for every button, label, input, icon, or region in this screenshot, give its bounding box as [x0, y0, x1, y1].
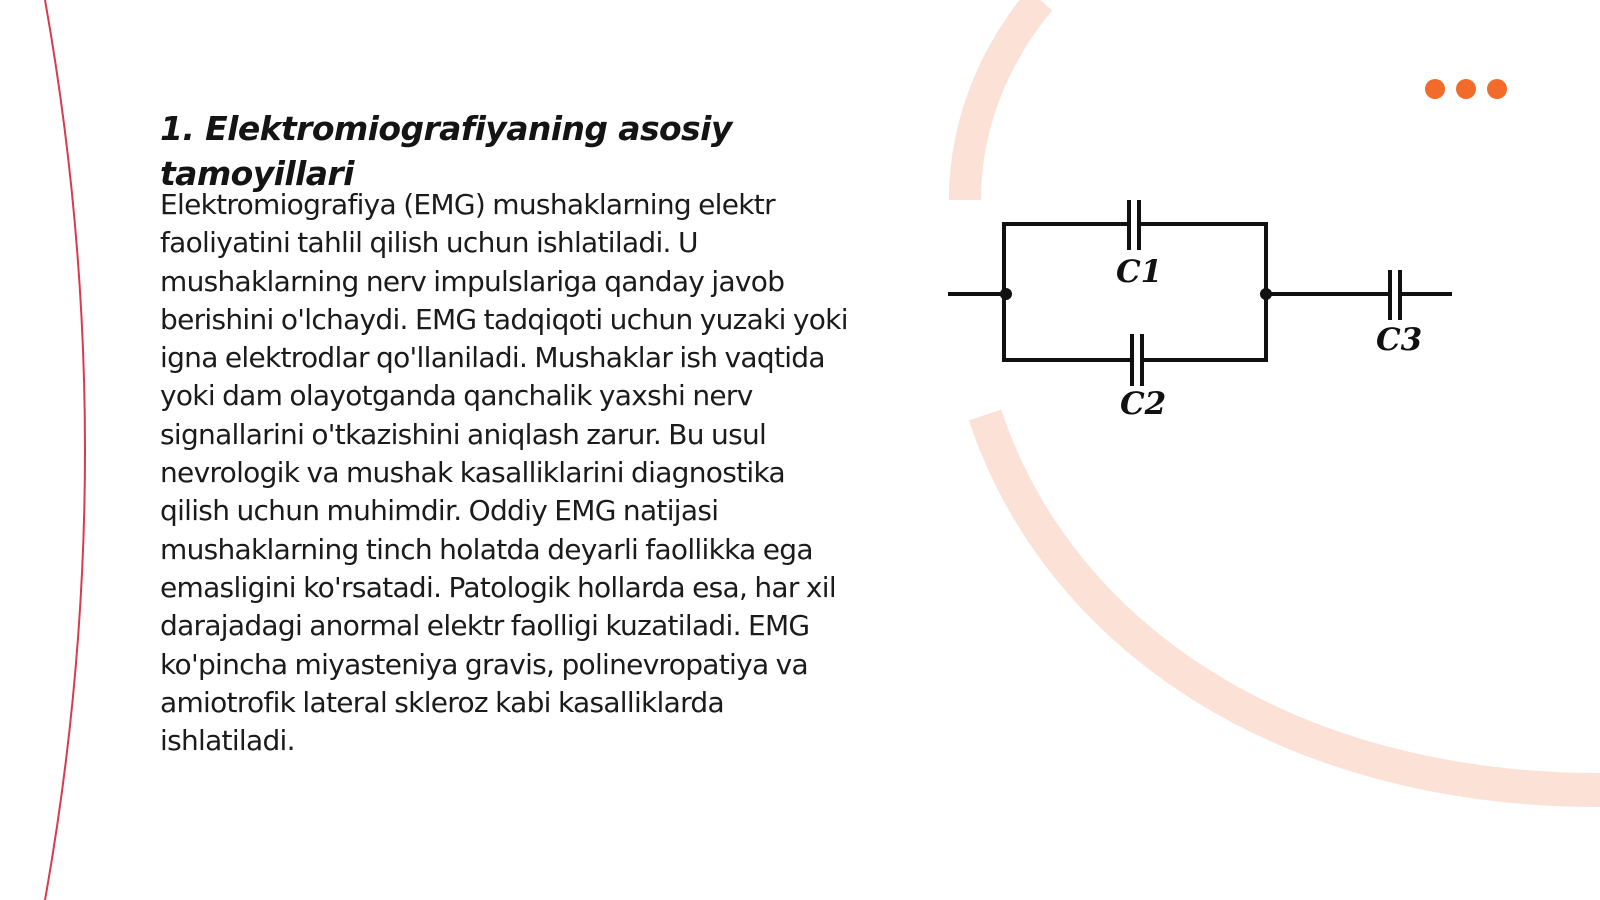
dot-icon — [1425, 79, 1445, 99]
right-junction-dot — [1260, 288, 1272, 300]
left-curve-line — [45, 0, 85, 900]
left-junction-dot — [1000, 288, 1012, 300]
dot-icon — [1487, 79, 1507, 99]
capacitor-circuit-diagram — [940, 186, 1460, 426]
decorative-dots — [1425, 79, 1507, 99]
slide-title: 1. Elektromiografiyaning asosiy tamoyillari — [160, 109, 732, 193]
c2-label: C2 — [1120, 386, 1167, 422]
decor-arc-top — [965, 0, 1040, 200]
c3-label: C3 — [1376, 322, 1423, 358]
c1-label: C1 — [1116, 254, 1163, 290]
slide-body-text: Elektromiografiya (EMG) mushaklarning elektr faoliyatini tahlil qilish uchun ishlatiladi. U mushaklarning nerv impulslariga qanday javob berishini o'lchaydi. EMG tadqiqoti uchun yuzaki yoki igna elektrodlar qo'llaniladi. Mushaklar ish vaqtida yoki dam olayotganda qanchalik yaxshi nerv signallarini o'tkazishini aniqlash zarur. Bu usul nevrologik va mushak kasalliklarini diagnostika qilish uchun muhimdir. Oddiy EMG natijasi mushaklarning tinch holatda deyarli faollikka ega emasligini ko'rsatadi. Patologik hollarda esa, har xil darajadagi anormal elektr faolligi kuzatiladi. EMG ko'pincha miyasteniya gravis, polinevropatiya va amiotrofik lateral skleroz kabi kasalliklarda ishlatiladi. — [160, 188, 848, 758]
decor-arc-bottom — [985, 415, 1600, 790]
dot-icon — [1456, 79, 1476, 99]
